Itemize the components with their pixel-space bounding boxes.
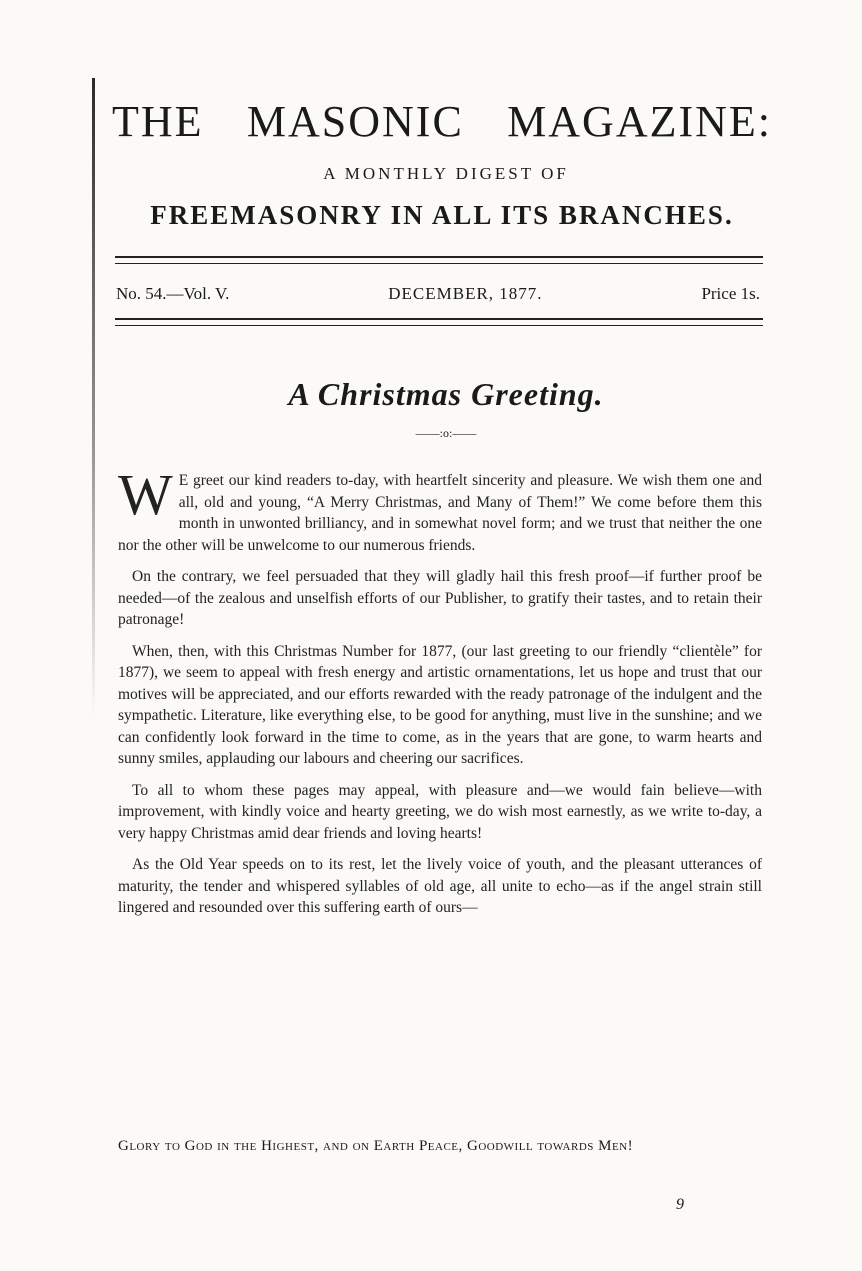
- page-number: 9: [676, 1196, 684, 1213]
- paragraph: As the Old Year speeds on to its rest, let the lively voice of youth, and the pleasant utterances of maturity, the tender and whispered syllables of old age, all unite to echo—as if the angel strain still lingered and resounded over this suffering earth of ours—: [118, 856, 762, 916]
- masthead-word-magazine: MAGAZINE:: [507, 97, 772, 146]
- masthead: [112, 96, 772, 147]
- article-body: [118, 462, 762, 929]
- rule-top: [115, 256, 763, 264]
- subtitle-branches: FREEMASONRY IN ALL ITS BRANCHES.: [150, 200, 734, 230]
- closing-line: Glory to God in the Highest, and on Earth Peace, Goodwill towards Men!: [118, 1138, 634, 1154]
- drop-cap: W: [118, 462, 173, 527]
- masthead-word-the: THE: [112, 97, 204, 146]
- issue-price: Price 1s.: [701, 284, 760, 303]
- paragraph: When, then, with this Christmas Number for 1877, (our last greeting to our friendly “clientèle” for 1877), we seem to appeal with fresh energy and artistic ornamentations, let us hope and trust that our motives will be appreciated, and our efforts rewarded with the ready patronage of the indulgent and the sympathetic. Literature, like everything else, to be good for anything, must live in the sunshine; and we can confidently look forward in the time to come, as in the years that are gone, to warm hearts and sunny smiles, applauding our labours and cheering our sacrifices.: [118, 642, 762, 767]
- issue-date: DECEMBER, 1877.: [388, 284, 543, 303]
- masthead-word-masonic: MASONIC: [246, 97, 464, 146]
- paragraph: On the contrary, we feel persuaded that they will gladly hail this fresh proof—if further proof be needed—of the zealous and unselfish efforts of our Publisher, to gratify their tastes, and to retain their patronage!: [118, 568, 762, 628]
- article-title: A Christmas Greeting.: [288, 376, 604, 412]
- paragraph: To all to whom these pages may appeal, with pleasure and—we would fain believe—with improvement, with kindly voice and hearty greeting, we do wish most earnestly, as we write to-day, a very happy Christmas amid dear friends and loving hearts!: [118, 781, 762, 842]
- rule-bottom: [115, 318, 763, 326]
- issue-info: [116, 284, 760, 304]
- paragraph: W E greet our kind readers to-day, with heartfelt sincerity and pleasure. We wish them one and all, old and young, “A Merry Christmas, and Many of Them!” We come before them this month in unwonted brilliancy, and in somewhat novel form; and we trust that neither the one nor the other will be unwelcome to our numerous friends.: [118, 462, 762, 554]
- title-ornament: ——:o:——: [415, 426, 477, 440]
- issue-number: No. 54.—Vol. V.: [116, 284, 230, 303]
- subtitle: A MONTHLY DIGEST OF: [323, 164, 569, 183]
